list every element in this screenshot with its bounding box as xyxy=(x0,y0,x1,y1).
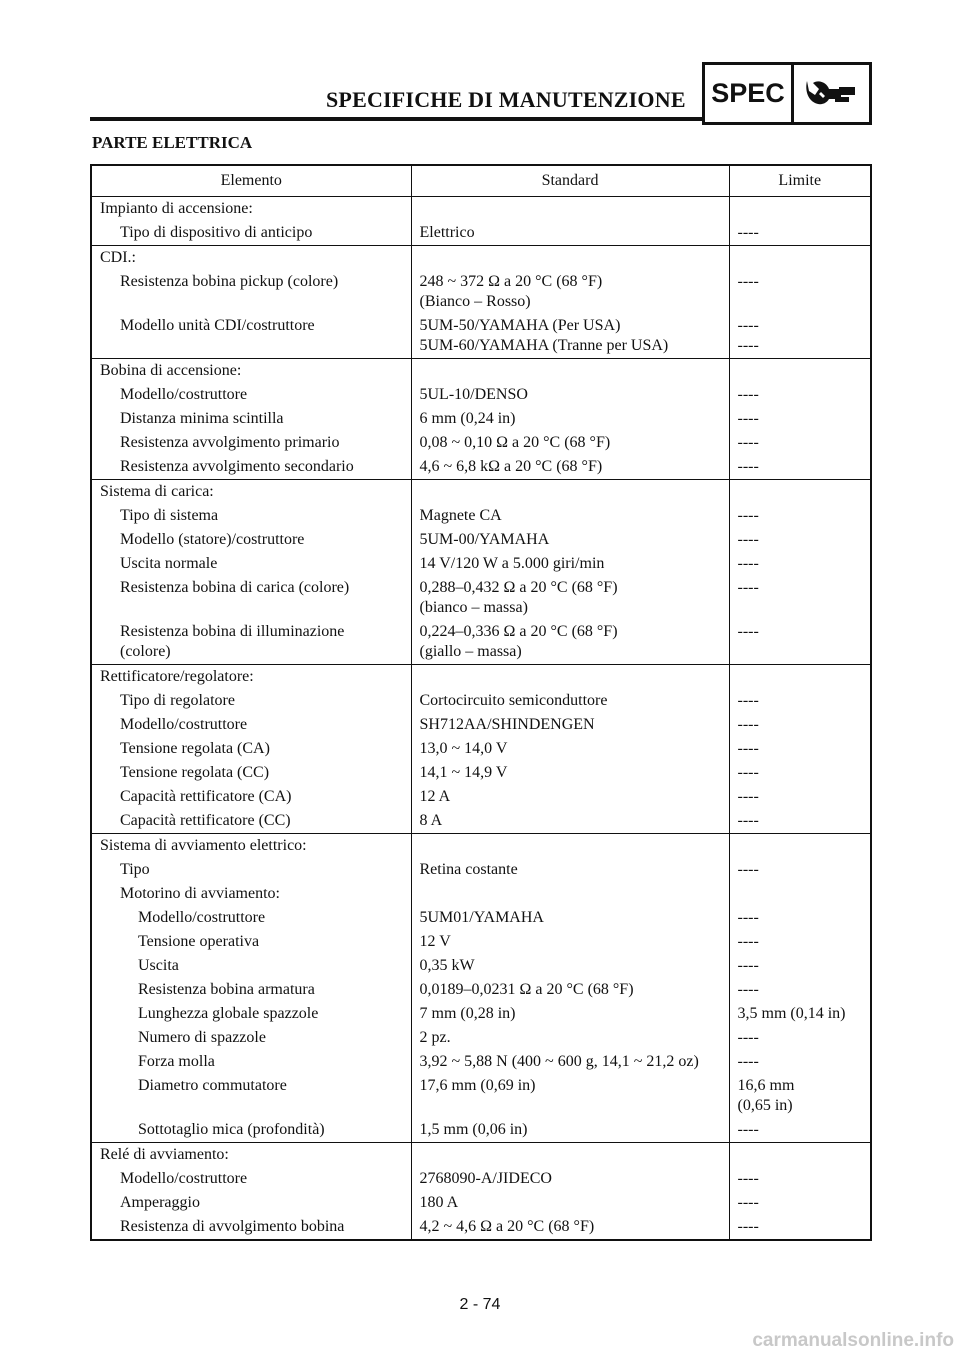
limit-text: ---- xyxy=(737,1053,759,1070)
cell-limit xyxy=(729,431,871,455)
cell-limit xyxy=(729,713,871,737)
table-row xyxy=(91,620,871,665)
standard-text: 5UM-00/YAMAHA xyxy=(419,531,550,548)
element-text: Amperaggio xyxy=(120,1194,200,1211)
cell-element xyxy=(91,1215,411,1240)
cell-standard xyxy=(411,528,729,552)
limit-text: ---- xyxy=(737,1218,759,1235)
limit-text: ---- xyxy=(737,740,759,757)
standard-text: 0,08 ~ 0,10 Ω a 20 °C (68 °F) xyxy=(419,434,611,451)
cell-element xyxy=(91,407,411,431)
element-text: Resistenza bobina di illuminazione xyxy=(120,623,345,640)
standard-text: Elettrico xyxy=(419,224,475,241)
cell-standard xyxy=(411,809,729,834)
cell-element xyxy=(91,1050,411,1074)
group-title-row xyxy=(91,246,871,271)
standard-text: Retina costante xyxy=(419,861,518,878)
column-header-limit: Limite xyxy=(729,165,871,197)
element-text: Forza molla xyxy=(138,1053,215,1070)
element-text: Lunghezza globale spazzole xyxy=(138,1005,319,1022)
table-group xyxy=(91,834,871,1143)
cell-limit xyxy=(729,1050,871,1074)
column-header-standard: Standard xyxy=(411,165,729,197)
group-title: CDI.: xyxy=(91,246,411,271)
element-text: Distanza minima scintilla xyxy=(120,410,284,427)
group-title: Bobina di accensione: xyxy=(91,359,411,384)
cell-standard xyxy=(411,761,729,785)
cell-limit xyxy=(729,809,871,834)
cell-limit xyxy=(729,1074,871,1118)
group-title: Impianto di accensione: xyxy=(91,197,411,222)
table-row xyxy=(91,504,871,528)
cell-limit xyxy=(729,620,871,665)
limit-text: ---- xyxy=(737,716,759,733)
cell-limit xyxy=(729,761,871,785)
cell-element xyxy=(91,978,411,1002)
element-text: Resistenza avvolgimento secondario xyxy=(120,458,354,475)
group-title-row xyxy=(91,480,871,505)
table-row xyxy=(91,785,871,809)
standard-text: 0,288–0,432 Ω a 20 °C (68 °F) xyxy=(419,579,618,596)
limit-text-line2: (0,65 in) xyxy=(737,1097,793,1114)
cell-standard xyxy=(411,954,729,978)
element-text: Tensione regolata (CA) xyxy=(120,740,270,757)
cell-element xyxy=(91,221,411,246)
group-title: Sistema di avviamento elettrico: xyxy=(91,834,411,859)
cell-element xyxy=(91,761,411,785)
table-group xyxy=(91,665,871,834)
table-row xyxy=(91,713,871,737)
standard-text-line2: (Bianco – Rosso) xyxy=(419,293,531,310)
element-text: Resistenza avvolgimento primario xyxy=(120,434,340,451)
cell-limit xyxy=(729,1215,871,1240)
table-row xyxy=(91,809,871,834)
cell-element xyxy=(91,930,411,954)
cell-element xyxy=(91,954,411,978)
standard-text: 14 V/120 W a 5.000 giri/min xyxy=(419,555,605,572)
table-row xyxy=(91,858,871,882)
standard-text: 14,1 ~ 14,9 V xyxy=(419,764,508,781)
wrench-icon xyxy=(801,75,861,113)
cell-limit xyxy=(729,882,871,906)
standard-text: 2 pz. xyxy=(419,1029,451,1046)
cell-limit xyxy=(729,576,871,620)
cell-element xyxy=(91,689,411,713)
standard-text: 180 A xyxy=(419,1194,459,1211)
spec-table xyxy=(90,164,872,1241)
spec-badge-label: SPEC xyxy=(705,65,794,122)
limit-text: ---- xyxy=(737,623,759,640)
standard-text-line2: (giallo – massa) xyxy=(419,643,522,660)
cell-limit xyxy=(729,270,871,314)
cell-element xyxy=(91,620,411,665)
cell-standard xyxy=(411,689,729,713)
standard-text-line2: (bianco – massa) xyxy=(419,599,528,616)
cell-element xyxy=(91,737,411,761)
cell-element xyxy=(91,713,411,737)
element-text: Modello/costruttore xyxy=(138,909,266,926)
group-title: Rettificatore/regolatore: xyxy=(91,665,411,690)
group-title-row xyxy=(91,834,871,859)
cell-limit xyxy=(729,954,871,978)
cell-element xyxy=(91,552,411,576)
cell-limit xyxy=(729,455,871,480)
table-row xyxy=(91,882,871,906)
cell-standard xyxy=(411,552,729,576)
table-row xyxy=(91,455,871,480)
table-row xyxy=(91,576,871,620)
element-text: Tipo di sistema xyxy=(120,507,219,524)
standard-text: SH712AA/SHINDENGEN xyxy=(419,716,595,733)
standard-text: 4,6 ~ 6,8 kΩ a 20 °C (68 °F) xyxy=(419,458,603,475)
cell-limit xyxy=(729,314,871,359)
header-rule xyxy=(90,117,702,121)
cell-element xyxy=(91,809,411,834)
table-row xyxy=(91,528,871,552)
limit-text: ---- xyxy=(737,458,759,475)
element-text: Uscita xyxy=(138,957,179,974)
spec-badge xyxy=(702,62,872,125)
standard-text: 0,35 kW xyxy=(419,957,475,974)
cell-standard xyxy=(411,576,729,620)
cell-standard xyxy=(411,1118,729,1143)
cell-element xyxy=(91,1026,411,1050)
limit-text: ---- xyxy=(737,224,759,241)
element-text: Resistenza bobina armatura xyxy=(138,981,315,998)
column-header-element: Elemento xyxy=(91,165,411,197)
limit-text: ---- xyxy=(737,788,759,805)
standard-text: 4,2 ~ 4,6 Ω a 20 °C (68 °F) xyxy=(419,1218,595,1235)
table-group xyxy=(91,197,871,246)
limit-text: ---- xyxy=(737,957,759,974)
table-row xyxy=(91,1002,871,1026)
element-text: Modello/costruttore xyxy=(120,1170,248,1187)
table-row xyxy=(91,383,871,407)
element-text: Modello/costruttore xyxy=(120,386,248,403)
table-group xyxy=(91,359,871,480)
cell-limit xyxy=(729,552,871,576)
limit-text: ---- xyxy=(737,410,759,427)
cell-standard xyxy=(411,1191,729,1215)
cell-standard xyxy=(411,906,729,930)
element-text: Tensione operativa xyxy=(138,933,260,950)
table-group xyxy=(91,246,871,359)
table-row xyxy=(91,1118,871,1143)
cell-limit xyxy=(729,504,871,528)
cell-element xyxy=(91,528,411,552)
cell-element xyxy=(91,504,411,528)
table-row xyxy=(91,737,871,761)
standard-text: 7 mm (0,28 in) xyxy=(419,1005,516,1022)
table-row xyxy=(91,221,871,246)
cell-standard xyxy=(411,737,729,761)
group-title: Relé di avviamento: xyxy=(91,1143,411,1168)
element-text: Numero di spazzole xyxy=(138,1029,266,1046)
cell-limit xyxy=(729,906,871,930)
cell-element xyxy=(91,455,411,480)
standard-text: 13,0 ~ 14,0 V xyxy=(419,740,508,757)
element-text: Tipo di regolatore xyxy=(120,692,235,709)
table-row xyxy=(91,314,871,359)
standard-text: 12 A xyxy=(419,788,451,805)
watermark: carmanualsonline.info xyxy=(752,1330,954,1351)
limit-text: ---- xyxy=(737,1170,759,1187)
standard-text: 0,224–0,336 Ω a 20 °C (68 °F) xyxy=(419,623,618,640)
cell-standard xyxy=(411,978,729,1002)
cell-limit xyxy=(729,930,871,954)
cell-element xyxy=(91,270,411,314)
standard-text: 8 A xyxy=(419,812,443,829)
element-text: Tipo xyxy=(120,861,150,878)
cell-limit xyxy=(729,737,871,761)
cell-standard xyxy=(411,1074,729,1118)
limit-text: ---- xyxy=(737,317,759,334)
limit-text: ---- xyxy=(737,692,759,709)
table-row xyxy=(91,1050,871,1074)
table-row xyxy=(91,1191,871,1215)
cell-element xyxy=(91,431,411,455)
standard-text: 3,92 ~ 5,88 N (400 ~ 600 g, 14,1 ~ 21,2 oz) xyxy=(419,1053,699,1070)
cell-limit xyxy=(729,858,871,882)
table-header-row xyxy=(91,165,871,197)
cell-element xyxy=(91,785,411,809)
element-text: Uscita normale xyxy=(120,555,218,572)
cell-standard xyxy=(411,1002,729,1026)
cell-limit xyxy=(729,1118,871,1143)
cell-standard xyxy=(411,314,729,359)
group-title-row xyxy=(91,359,871,384)
cell-standard xyxy=(411,431,729,455)
table-row xyxy=(91,1167,871,1191)
table-row xyxy=(91,1026,871,1050)
standard-text: 248 ~ 372 Ω a 20 °C (68 °F) xyxy=(419,273,603,290)
page-header xyxy=(90,62,870,124)
limit-text: ---- xyxy=(737,812,759,829)
table-row xyxy=(91,1215,871,1240)
table-row xyxy=(91,270,871,314)
cell-element xyxy=(91,576,411,620)
cell-standard xyxy=(411,504,729,528)
limit-text: ---- xyxy=(737,507,759,524)
cell-element xyxy=(91,1074,411,1118)
cell-limit xyxy=(729,1191,871,1215)
standard-text: 0,0189–0,0231 Ω a 20 °C (68 °F) xyxy=(419,981,634,998)
standard-text: 5UM01/YAMAHA xyxy=(419,909,544,926)
table-row xyxy=(91,906,871,930)
table-row xyxy=(91,431,871,455)
limit-text-line2: ---- xyxy=(737,337,759,354)
standard-text: 5UL-10/DENSO xyxy=(419,386,528,403)
table-row xyxy=(91,1074,871,1118)
cell-limit xyxy=(729,978,871,1002)
cell-element xyxy=(91,314,411,359)
element-text-line2: (colore) xyxy=(120,643,171,660)
group-title: Sistema di carica: xyxy=(91,480,411,505)
table-row xyxy=(91,978,871,1002)
cell-element xyxy=(91,383,411,407)
cell-standard xyxy=(411,882,729,906)
table-row xyxy=(91,552,871,576)
limit-text: ---- xyxy=(737,273,759,290)
cell-standard xyxy=(411,620,729,665)
element-text: Resistenza bobina pickup (colore) xyxy=(120,273,339,290)
element-text: Diametro commutatore xyxy=(138,1077,287,1094)
cell-limit xyxy=(729,689,871,713)
element-text: Sottotaglio mica (profondità) xyxy=(138,1121,325,1138)
cell-standard xyxy=(411,270,729,314)
cell-limit xyxy=(729,383,871,407)
page-number: 2 - 74 xyxy=(459,1296,501,1313)
cell-limit xyxy=(729,785,871,809)
limit-text: ---- xyxy=(737,933,759,950)
table-row xyxy=(91,761,871,785)
table-row xyxy=(91,930,871,954)
element-text: Resistenza di avvolgimento bobina xyxy=(120,1218,345,1235)
cell-limit xyxy=(729,1002,871,1026)
section-title: PARTE ELETTRICA xyxy=(92,133,253,152)
limit-text: ---- xyxy=(737,531,759,548)
table-row xyxy=(91,689,871,713)
standard-text: 12 V xyxy=(419,933,451,950)
cell-element xyxy=(91,1118,411,1143)
cell-element xyxy=(91,906,411,930)
group-title-row xyxy=(91,197,871,222)
limit-text: 16,6 mm xyxy=(737,1077,795,1094)
standard-text: 2768090-A/JIDECO xyxy=(419,1170,552,1187)
table-row xyxy=(91,954,871,978)
standard-text: 1,5 mm (0,06 in) xyxy=(419,1121,528,1138)
limit-text: ---- xyxy=(737,555,759,572)
element-text: Motorino di avviamento: xyxy=(120,885,280,902)
standard-text: Magnete CA xyxy=(419,507,502,524)
cell-limit xyxy=(729,1026,871,1050)
limit-text: ---- xyxy=(737,764,759,781)
cell-standard xyxy=(411,785,729,809)
table-row xyxy=(91,407,871,431)
cell-element xyxy=(91,1191,411,1215)
standard-text-line2: 5UM-60/YAMAHA (Tranne per USA) xyxy=(419,337,669,354)
limit-text: ---- xyxy=(737,861,759,878)
cell-standard xyxy=(411,455,729,480)
limit-text: ---- xyxy=(737,579,759,596)
cell-standard xyxy=(411,930,729,954)
cell-element xyxy=(91,1167,411,1191)
cell-limit xyxy=(729,407,871,431)
limit-text: ---- xyxy=(737,1029,759,1046)
limit-text: ---- xyxy=(737,1121,759,1138)
cell-limit xyxy=(729,1167,871,1191)
standard-text: 5UM-50/YAMAHA (Per USA) xyxy=(419,317,621,334)
cell-standard xyxy=(411,383,729,407)
element-text: Tensione regolata (CC) xyxy=(120,764,270,781)
limit-text: ---- xyxy=(737,434,759,451)
element-text: Modello/costruttore xyxy=(120,716,248,733)
table-group xyxy=(91,480,871,665)
cell-standard xyxy=(411,1215,729,1240)
cell-standard xyxy=(411,713,729,737)
cell-limit xyxy=(729,528,871,552)
cell-limit xyxy=(729,221,871,246)
element-text: Capacità rettificatore (CC) xyxy=(120,812,291,829)
standard-text: 6 mm (0,24 in) xyxy=(419,410,516,427)
element-text: Tipo di dispositivo di anticipo xyxy=(120,224,313,241)
standard-text: 17,6 mm (0,69 in) xyxy=(419,1077,536,1094)
cell-standard xyxy=(411,221,729,246)
cell-element xyxy=(91,882,411,906)
page-title: SPECIFICHE DI MANUTENZIONE xyxy=(326,87,686,112)
element-text: Capacità rettificatore (CA) xyxy=(120,788,292,805)
cell-standard xyxy=(411,407,729,431)
cell-element xyxy=(91,1002,411,1026)
group-title-row xyxy=(91,1143,871,1168)
element-text: Modello unità CDI/costruttore xyxy=(120,317,315,334)
table-group xyxy=(91,1143,871,1241)
element-text: Resistenza bobina di carica (colore) xyxy=(120,579,350,596)
group-title-row xyxy=(91,665,871,690)
cell-element xyxy=(91,858,411,882)
cell-standard xyxy=(411,1167,729,1191)
limit-text: ---- xyxy=(737,981,759,998)
cell-standard xyxy=(411,1026,729,1050)
cell-standard xyxy=(411,1050,729,1074)
limit-text: ---- xyxy=(737,386,759,403)
limit-text: ---- xyxy=(737,909,759,926)
limit-text: 3,5 mm (0,14 in) xyxy=(737,1005,846,1022)
element-text: Modello (statore)/costruttore xyxy=(120,531,305,548)
standard-text: Cortocircuito semiconduttore xyxy=(419,692,608,709)
limit-text: ---- xyxy=(737,1194,759,1211)
cell-standard xyxy=(411,858,729,882)
